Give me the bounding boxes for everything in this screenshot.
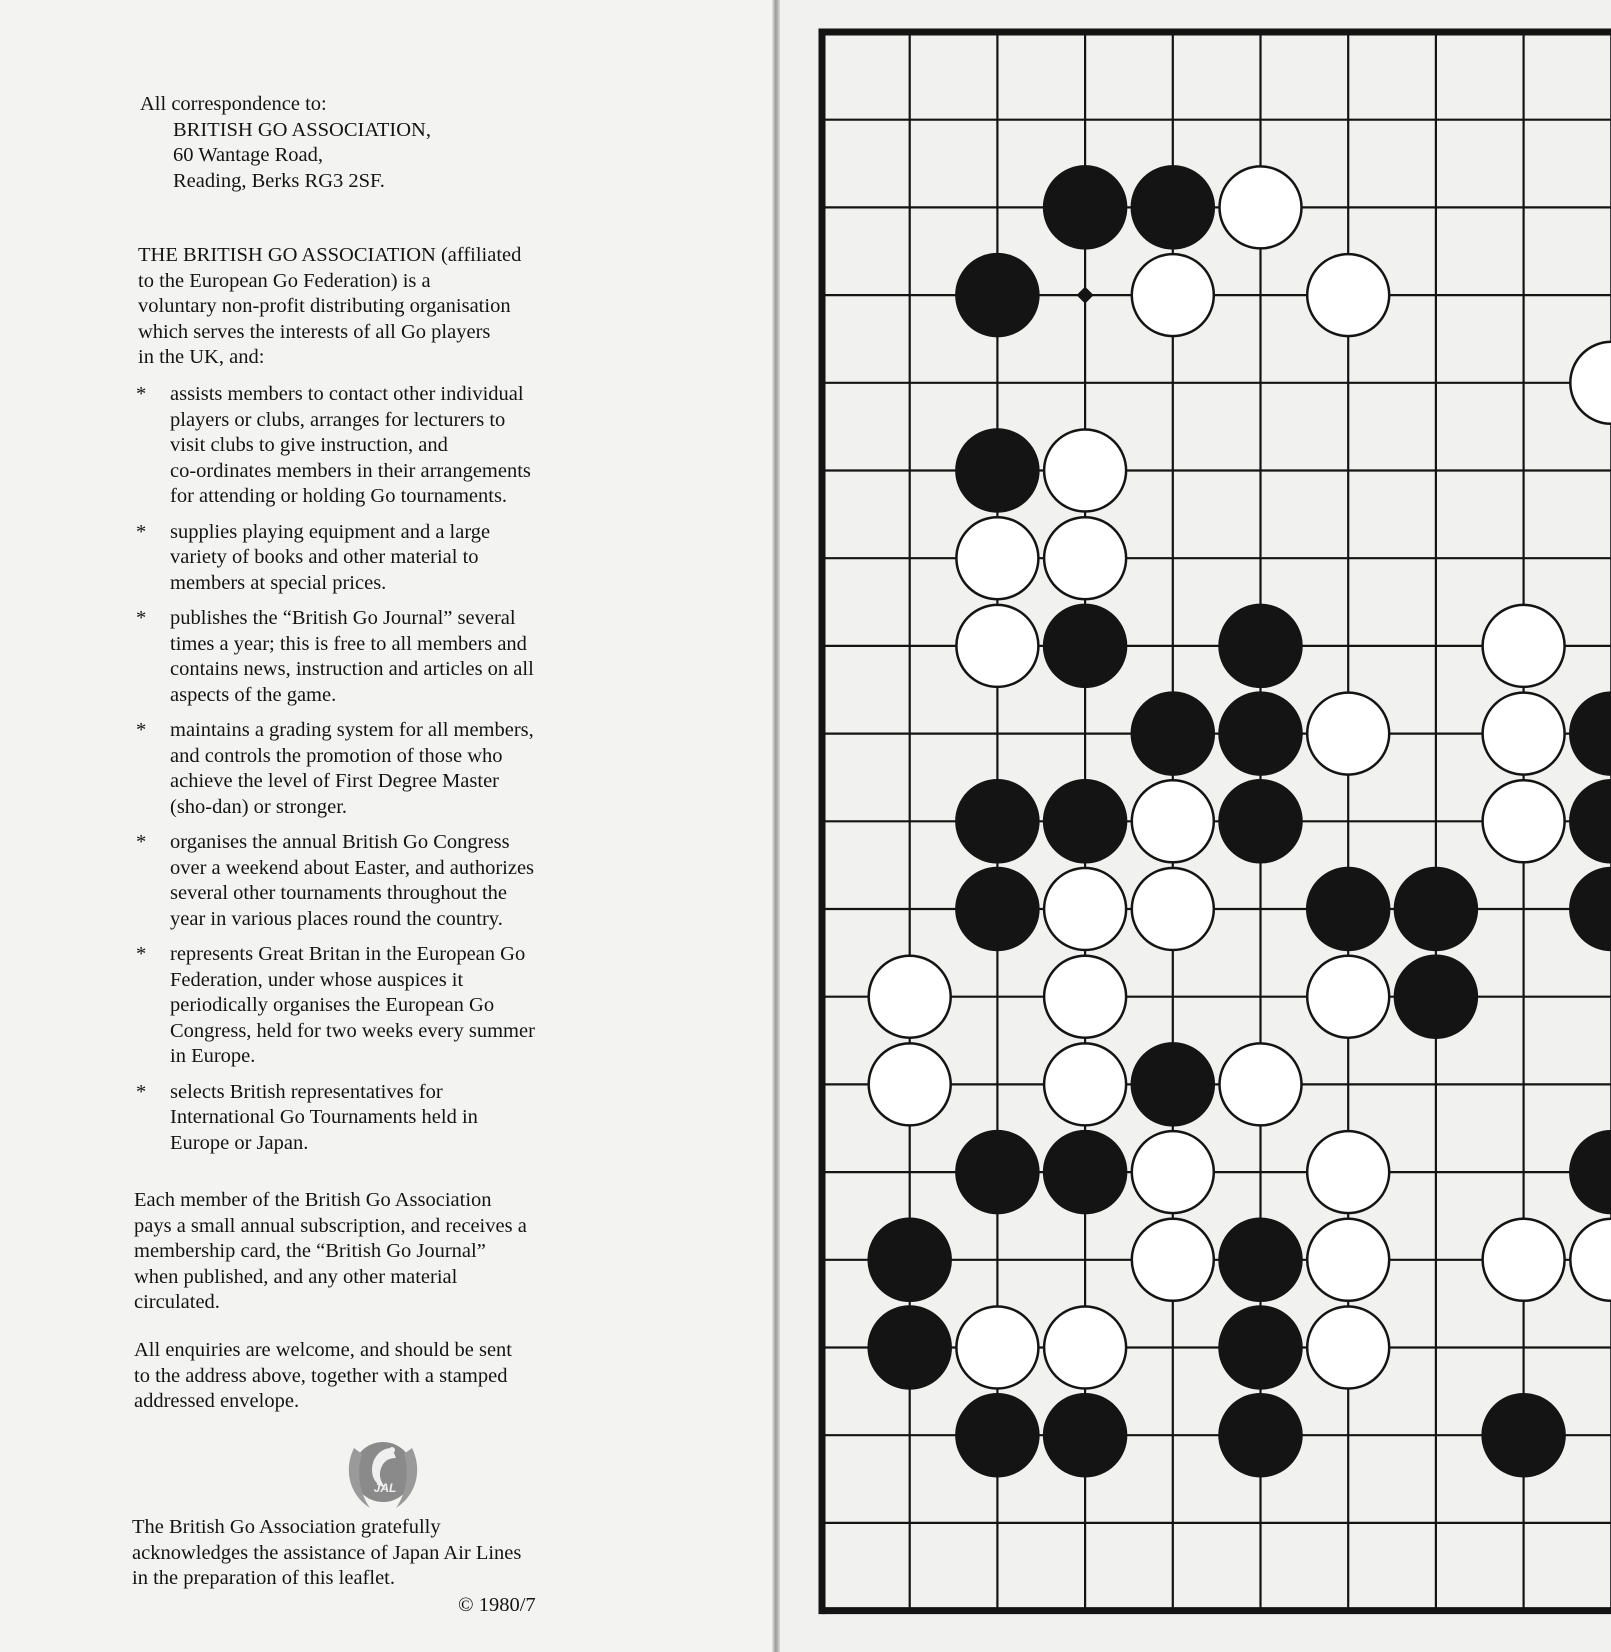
text-line: over a weekend about Easter, and authorizes bbox=[170, 856, 535, 879]
text-line: acknowledges the assistance of Japan Air Lines bbox=[132, 1541, 522, 1564]
text-line: to the European Go Federation) is a bbox=[138, 269, 431, 292]
text-line: and controls the promotion of those who bbox=[170, 744, 503, 767]
enquiries-paragraph bbox=[134, 1338, 614, 1415]
black-stone bbox=[1483, 1394, 1565, 1476]
black-stone bbox=[1220, 1394, 1302, 1476]
services-list bbox=[136, 382, 636, 1166]
text-line: selects British representatives for bbox=[170, 1080, 443, 1103]
crane-head-icon bbox=[389, 1447, 395, 1453]
white-stone bbox=[1044, 430, 1126, 512]
bullet-star: * bbox=[136, 520, 147, 543]
white-stone bbox=[1483, 605, 1565, 687]
address-line: BRITISH GO ASSOCIATION, bbox=[173, 118, 431, 141]
text-line: addressed envelope. bbox=[134, 1390, 300, 1412]
black-stone bbox=[1132, 693, 1214, 775]
text-line: several other tournaments throughout the bbox=[170, 882, 508, 904]
text-line: assists members to contact other individual bbox=[170, 383, 524, 405]
text-line: times a year; this is free to all members and bbox=[170, 632, 527, 655]
text-line: contains news, instruction and articles on all bbox=[170, 658, 534, 680]
text-line: All enquiries are welcome, and should be sent bbox=[134, 1339, 512, 1361]
black-stone bbox=[1220, 605, 1302, 687]
black-stone bbox=[1132, 1043, 1214, 1125]
go-board-diagram bbox=[808, 18, 1611, 1618]
text-line: co-ordinates members in their arrangements bbox=[170, 459, 531, 482]
white-stone bbox=[1307, 956, 1389, 1038]
white-stone bbox=[1132, 868, 1214, 950]
white-stone bbox=[1307, 1307, 1389, 1389]
text-line: voluntary non-profit distributing organisation bbox=[138, 295, 511, 317]
bullet-star: * bbox=[136, 383, 147, 405]
text-line: visit clubs to give instruction, and bbox=[170, 434, 448, 456]
text-line: Congress, held for two weeks every summer bbox=[170, 1019, 535, 1042]
white-stone bbox=[1307, 1219, 1389, 1301]
white-stone bbox=[1044, 1043, 1126, 1125]
text-line: Europe or Japan. bbox=[170, 1131, 309, 1154]
correspondence-address bbox=[140, 92, 431, 194]
copyright-notice: © 1980/7 bbox=[458, 1594, 536, 1616]
address-line: Reading, Berks RG3 2SF. bbox=[173, 169, 385, 192]
white-stone bbox=[1483, 1219, 1565, 1301]
white-stone bbox=[956, 1307, 1038, 1389]
black-stone bbox=[956, 430, 1038, 512]
membership-paragraph bbox=[134, 1188, 614, 1316]
text-line: variety of books and other material to bbox=[170, 546, 479, 568]
white-stone bbox=[1132, 780, 1214, 862]
black-stone bbox=[1044, 780, 1126, 862]
white-stone bbox=[956, 517, 1038, 599]
text-line: represents Great Britan in the European Go bbox=[170, 943, 526, 965]
white-stone bbox=[1044, 1307, 1126, 1389]
black-stone bbox=[1044, 166, 1126, 248]
white-stone bbox=[869, 1043, 951, 1125]
text-line: periodically organises the European Go bbox=[170, 994, 495, 1016]
white-stone bbox=[1132, 1219, 1214, 1301]
text-line: in the preparation of this leaflet. bbox=[132, 1567, 395, 1589]
black-stone bbox=[956, 1394, 1038, 1476]
text-line: supplies playing equipment and a large bbox=[170, 520, 491, 543]
text-line: to the address above, together with a stamped bbox=[134, 1364, 508, 1387]
list-item bbox=[136, 520, 636, 597]
list-item bbox=[136, 830, 636, 932]
white-stone bbox=[1307, 693, 1389, 775]
black-stone bbox=[1044, 1131, 1126, 1213]
black-stone bbox=[1570, 780, 1611, 862]
black-stone bbox=[1220, 1307, 1302, 1389]
acknowledgement-paragraph bbox=[132, 1515, 632, 1592]
logo-lettering: JAL bbox=[373, 1481, 397, 1495]
text-line: year in various places round the country. bbox=[170, 907, 503, 930]
bullet-star: * bbox=[136, 943, 147, 965]
black-stone bbox=[956, 868, 1038, 950]
white-stone bbox=[1044, 956, 1126, 1038]
black-stone bbox=[1570, 693, 1611, 775]
bullet-star: * bbox=[136, 607, 147, 629]
page-fold bbox=[772, 0, 780, 1652]
bullet-star: * bbox=[136, 719, 147, 741]
text-line: in the UK, and: bbox=[138, 346, 265, 368]
white-stone bbox=[1132, 1131, 1214, 1213]
white-stone bbox=[1307, 254, 1389, 336]
text-line: Each member of the British Go Association bbox=[134, 1189, 492, 1211]
text-line: maintains a grading system for all members, bbox=[170, 719, 534, 741]
text-line: pays a small annual subscription, and receives a bbox=[134, 1214, 527, 1237]
text-line: achieve the level of First Degree Master bbox=[170, 770, 500, 792]
white-stone bbox=[1307, 1131, 1389, 1213]
white-stone bbox=[1483, 780, 1565, 862]
black-stone bbox=[1570, 868, 1611, 950]
address-heading: All correspondence to: bbox=[140, 93, 327, 115]
list-item bbox=[136, 718, 636, 820]
black-stone bbox=[956, 1131, 1038, 1213]
white-stone bbox=[1483, 693, 1565, 775]
black-stone bbox=[1395, 868, 1477, 950]
address-line: 60 Wantage Road, bbox=[173, 144, 323, 166]
text-line: in Europe. bbox=[170, 1045, 256, 1067]
text-line: which serves the interests of all Go players bbox=[138, 320, 491, 343]
text-line: when published, and any other material bbox=[134, 1265, 458, 1288]
black-stone bbox=[1132, 166, 1214, 248]
list-item bbox=[136, 942, 636, 1070]
white-stone bbox=[1044, 517, 1126, 599]
black-stone bbox=[1570, 1131, 1611, 1213]
text-line: membership card, the “British Go Journal” bbox=[134, 1240, 486, 1262]
white-stone bbox=[1570, 1219, 1611, 1301]
text-line: publishes the “British Go Journal” several bbox=[170, 607, 516, 629]
list-item bbox=[136, 1080, 636, 1157]
black-stone bbox=[1044, 605, 1126, 687]
text-line: players or clubs, arranges for lecturers to bbox=[170, 408, 506, 431]
text-line: members at special prices. bbox=[170, 571, 387, 594]
text-line: (sho-dan) or stronger. bbox=[170, 795, 348, 818]
black-stone bbox=[956, 254, 1038, 336]
text-line: circulated. bbox=[134, 1291, 220, 1313]
text-line: aspects of the game. bbox=[170, 683, 337, 706]
text-line: for attending or holding Go tournaments. bbox=[170, 485, 508, 507]
text-line: Federation, under whose auspices it bbox=[170, 968, 464, 991]
black-stone bbox=[1044, 1394, 1126, 1476]
black-stone bbox=[1307, 868, 1389, 950]
black-stone bbox=[956, 780, 1038, 862]
list-item bbox=[136, 382, 636, 510]
jal-crane-logo bbox=[340, 1428, 426, 1516]
white-stone bbox=[1044, 868, 1126, 950]
black-stone bbox=[1395, 956, 1477, 1038]
black-stone bbox=[1220, 1219, 1302, 1301]
star-point bbox=[1077, 287, 1094, 304]
white-stone bbox=[1132, 254, 1214, 336]
black-stone bbox=[1220, 693, 1302, 775]
white-stone bbox=[1220, 166, 1302, 248]
bullet-star: * bbox=[136, 1080, 147, 1103]
bullet-star: * bbox=[136, 831, 147, 853]
white-stone bbox=[956, 605, 1038, 687]
text-line: THE BRITISH GO ASSOCIATION (affiliated bbox=[138, 244, 522, 266]
white-stone bbox=[1220, 1043, 1302, 1125]
black-stone bbox=[869, 1307, 951, 1389]
white-stone bbox=[1570, 342, 1611, 424]
go-board bbox=[808, 18, 1611, 1623]
black-stone bbox=[1220, 780, 1302, 862]
white-stone bbox=[869, 956, 951, 1038]
black-stone bbox=[869, 1219, 951, 1301]
text-line: International Go Tournaments held in bbox=[170, 1106, 478, 1128]
intro-paragraph bbox=[138, 243, 618, 371]
text-line: organises the annual British Go Congress bbox=[170, 831, 510, 853]
list-item bbox=[136, 606, 636, 708]
text-line: The British Go Association gratefully bbox=[132, 1516, 441, 1538]
